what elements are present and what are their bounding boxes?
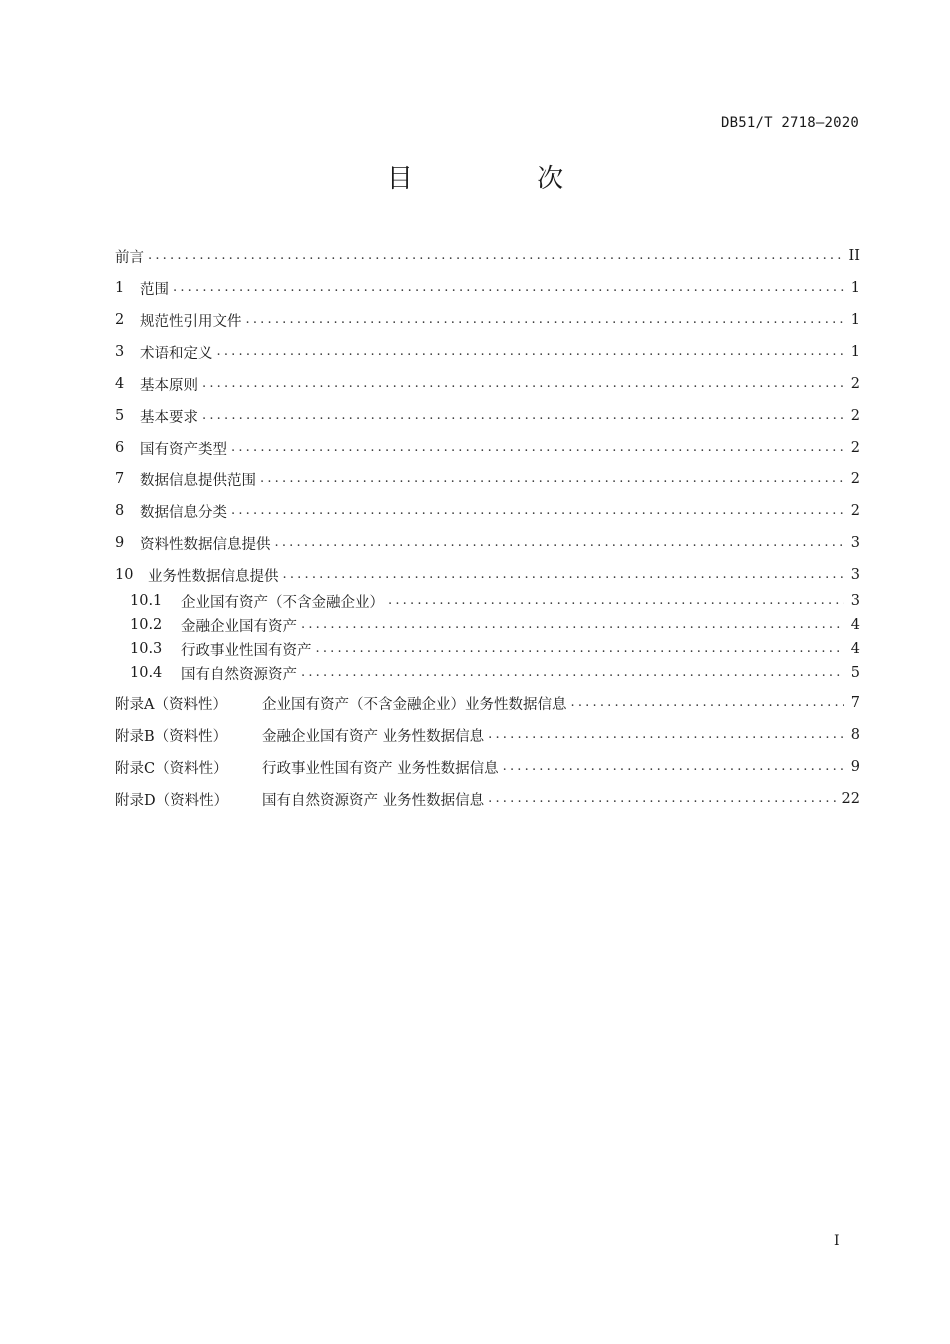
- toc-entry-label: 企业国有资产（不含金融企业）业务性数据信息: [262, 696, 567, 713]
- toc-leader-dots: [301, 613, 844, 637]
- toc-entry-page: 4: [850, 641, 860, 657]
- toc-leader-dots: [488, 787, 835, 811]
- toc-entry-label: 金融企业国有资产 业务性数据信息: [262, 728, 485, 745]
- toc-entry-10-1[interactable]: [130, 589, 860, 613]
- document-code: DB51/T 2718—2020: [720, 115, 859, 131]
- toc-entry-page: II: [848, 248, 860, 264]
- toc-entry-page: 1: [850, 344, 860, 360]
- toc-entry-label: 国有自然资源资产 业务性数据信息: [262, 792, 485, 809]
- toc-entry-number: 附录A（资料性）: [115, 696, 227, 713]
- toc-entry-7[interactable]: [115, 467, 860, 491]
- toc-entry-page: 2: [850, 440, 860, 456]
- toc-entry-label: 国有自然资源资产: [181, 666, 297, 683]
- toc-entry-page: 2: [850, 376, 860, 392]
- toc-entry-number: 3: [115, 344, 125, 360]
- toc-entry-number: 5: [115, 408, 125, 424]
- toc-entry-label: 业务性数据信息提供: [148, 568, 279, 585]
- toc-entry-label: 企业国有资产（不含金融企业）: [181, 594, 384, 611]
- toc-entry-preface[interactable]: [115, 244, 860, 268]
- toc-entry-number: 7: [115, 471, 125, 487]
- toc-entry-label: 基本要求: [140, 409, 198, 426]
- toc-entry-number: 10.1: [130, 593, 163, 609]
- toc-entry-label: 规范性引用文件: [140, 313, 242, 330]
- toc-entry-page: 5: [850, 665, 860, 681]
- toc-entry-label: 行政事业性国有资产 业务性数据信息: [262, 760, 499, 777]
- toc-leader-dots: [217, 340, 845, 364]
- toc-leader-dots: [571, 691, 845, 715]
- toc-entry-8[interactable]: [115, 499, 860, 523]
- toc-entry-4[interactable]: [115, 372, 860, 396]
- toc-entry-appendix-d[interactable]: [115, 787, 860, 811]
- toc-entry-1[interactable]: [115, 276, 860, 300]
- toc-entry-label: 数据信息分类: [140, 504, 227, 521]
- toc-leader-dots: [202, 404, 844, 428]
- toc-leader-dots: [488, 723, 844, 747]
- toc-entry-label: 金融企业国有资产: [181, 618, 297, 635]
- toc-entry-page: 1: [850, 312, 860, 328]
- toc-leader-dots: [503, 755, 844, 779]
- toc-entry-10[interactable]: [115, 563, 860, 587]
- toc-leader-dots: [231, 499, 844, 523]
- toc-leader-dots: [173, 276, 844, 300]
- toc-entry-5[interactable]: [115, 404, 860, 428]
- toc-entry-page: 1: [850, 280, 860, 296]
- toc-entry-page: 3: [850, 535, 860, 551]
- toc-leader-dots: [202, 372, 844, 396]
- toc-entry-number: 10.2: [130, 617, 163, 633]
- toc-entry-number: 附录D（资料性）: [115, 792, 229, 809]
- page-title: 目 次: [386, 164, 622, 194]
- toc-entry-10-2[interactable]: [130, 613, 860, 637]
- toc-entry-page: 22: [841, 791, 860, 807]
- toc-entry-number: 6: [115, 440, 125, 456]
- toc-entry-9[interactable]: [115, 531, 860, 555]
- toc-entry-page: 3: [850, 593, 860, 609]
- toc-entry-page: 9: [850, 759, 860, 775]
- toc-entry-label: 行政事业性国有资产: [181, 642, 312, 659]
- toc-entry-label: 术语和定义: [140, 345, 213, 362]
- toc-leader-dots: [246, 308, 845, 332]
- toc-leader-dots: [275, 531, 845, 555]
- toc-entry-number: 10.4: [130, 665, 163, 681]
- page-number: I: [834, 1233, 840, 1249]
- toc-leader-dots: [316, 637, 845, 661]
- toc-entry-number: 10.3: [130, 641, 163, 657]
- toc-entry-number: 8: [115, 503, 125, 519]
- toc-entry-3[interactable]: [115, 340, 860, 364]
- toc-entry-number: 10: [115, 567, 134, 583]
- toc-entry-6[interactable]: [115, 436, 860, 460]
- toc-entry-number: 9: [115, 535, 125, 551]
- toc-entry-label: 基本原则: [140, 377, 198, 394]
- toc-leader-dots: [148, 244, 843, 268]
- toc-entry-2[interactable]: [115, 308, 860, 332]
- toc-entry-number: 2: [115, 312, 125, 328]
- toc-leader-dots: [301, 661, 844, 685]
- toc-leader-dots: [260, 467, 844, 491]
- toc-entry-label: 范围: [140, 281, 169, 298]
- toc-leader-dots: [388, 589, 844, 613]
- toc-entry-label: 国有资产类型: [140, 441, 227, 458]
- toc-leader-dots: [231, 436, 844, 460]
- toc-entry-page: 7: [850, 695, 860, 711]
- toc-leader-dots: [283, 563, 845, 587]
- toc-entry-10-4[interactable]: [130, 661, 860, 685]
- toc-entry-page: 8: [850, 727, 860, 743]
- toc-entry-page: 3: [850, 567, 860, 583]
- toc-entry-number: 附录C（资料性）: [115, 760, 228, 777]
- toc-entry-number: 1: [115, 280, 125, 296]
- toc-entry-page: 4: [850, 617, 860, 633]
- toc-entry-page: 2: [850, 408, 860, 424]
- toc-entry-page: 2: [850, 503, 860, 519]
- toc-entry-appendix-c[interactable]: [115, 755, 860, 779]
- toc-entry-label: 资料性数据信息提供: [140, 536, 271, 553]
- toc-entry-label: 数据信息提供范围: [140, 472, 256, 489]
- toc-entry-number: 附录B（资料性）: [115, 728, 228, 745]
- toc-entry-label: 前言: [115, 249, 144, 266]
- toc-entry-10-3[interactable]: [130, 637, 860, 661]
- toc-entry-number: 4: [115, 376, 125, 392]
- toc-entry-appendix-b[interactable]: [115, 723, 860, 747]
- toc-entry-page: 2: [850, 471, 860, 487]
- toc-entry-appendix-a[interactable]: [115, 691, 860, 715]
